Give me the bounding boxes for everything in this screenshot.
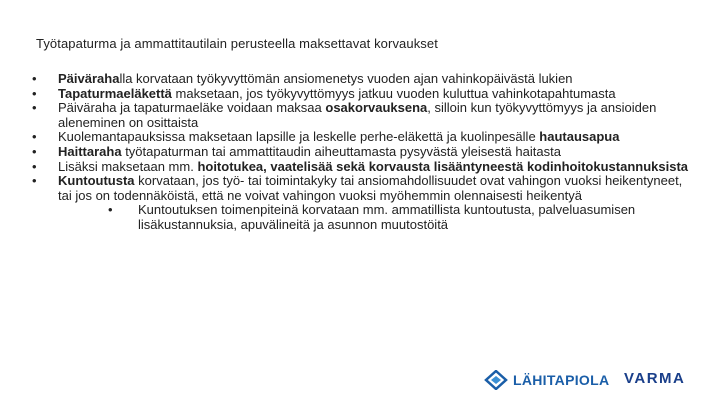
bullet-bold-text: Tapaturmaeläkettä: [58, 85, 172, 101]
sub-bullet-text: Kuntoutuksen toimenpiteinä korvataan mm. ammatillista kuntoutusta, palveluasumisen lisäkustannuksia, apuvälineitä ja asunnon muutostöitä: [138, 202, 636, 232]
lahitapiola-logo: [484, 370, 609, 390]
bullet-bold-text: hautausapua: [539, 129, 620, 145]
bullet-marker: •: [32, 100, 37, 116]
varma-logo: VARMA: [624, 370, 686, 387]
bullet-list: [32, 72, 692, 233]
bullet-item-haittaraha: [32, 145, 692, 160]
bullet-text: Kuolemantapauksissa maksetaan lapsille ja leskelle perhe-eläkettä ja kuolinpesälle: [58, 129, 540, 145]
bullet-marker: •: [32, 143, 37, 159]
sub-bullet-marker: •: [108, 202, 113, 218]
bullet-item-kuntoutus: [32, 174, 692, 232]
bullet-text: , silloin kun työkyvyttömyys ja ansioiden aleneminen on osittaista: [58, 100, 657, 130]
bullet-bold-text: Päiväraha: [58, 71, 120, 86]
bullet-bold-text: osakorvauksena: [325, 100, 428, 116]
lahitapiola-wordmark: LÄHITAPIOLA: [513, 372, 610, 388]
slide-title: Työtapaturma ja ammattitautilain perusteella maksettavat korvaukset: [36, 36, 438, 51]
bullet-text: Lisäksi maksetaan mm.: [58, 158, 198, 174]
bullet-item-osakorvaus: [32, 101, 692, 130]
bullet-text: Päiväraha ja tapaturmaeläke voidaan maksaa: [58, 100, 326, 116]
bullet-bold-text: hoitotukea, vaatelisää sekä korvausta lisääntyneestä kodinhoitokustannuksista: [197, 158, 689, 174]
bullet-marker: •: [32, 173, 37, 189]
sub-bullet-list: [58, 203, 692, 232]
bullet-text: korvataan, jos työ- tai toimintakyky tai ansiomahdollisuudet ovat vahingon vuoksi heikentyneet, tai jos on todennäköistä, että ne voivat vahingon vuoksi myöhemmin olennaisesti heikentyä: [58, 173, 683, 203]
bullet-item-tapaturmaelake: [32, 87, 692, 102]
lahitapiola-mark-icon: [484, 370, 508, 390]
bullet-marker: •: [32, 85, 37, 101]
sub-bullet-item: [108, 203, 692, 232]
bullet-item-lisaksi: [32, 160, 692, 175]
bullet-marker: •: [32, 158, 37, 174]
bullet-bold-text: Kuntoutusta: [58, 173, 135, 189]
bullet-text: työtapaturman tai ammattitaudin aiheuttamasta pysyvästä yleisestä haitasta: [121, 143, 561, 159]
bullet-marker: •: [32, 129, 37, 145]
bullet-item-kuolemantapaus: [32, 130, 692, 145]
bullet-text: maksetaan, jos työkyvyttömyys jatkuu vuoden kuluttua vahinkotapahtumasta: [171, 85, 616, 101]
bullet-bold-text: Haittaraha: [58, 143, 122, 159]
bullet-marker: •: [32, 71, 37, 86]
bullet-item-paivaraha: [32, 72, 692, 87]
bullet-text: lla korvataan työkyvyttömän ansiomenetys vuoden ajan vahinkopäivästä lukien: [119, 71, 573, 86]
